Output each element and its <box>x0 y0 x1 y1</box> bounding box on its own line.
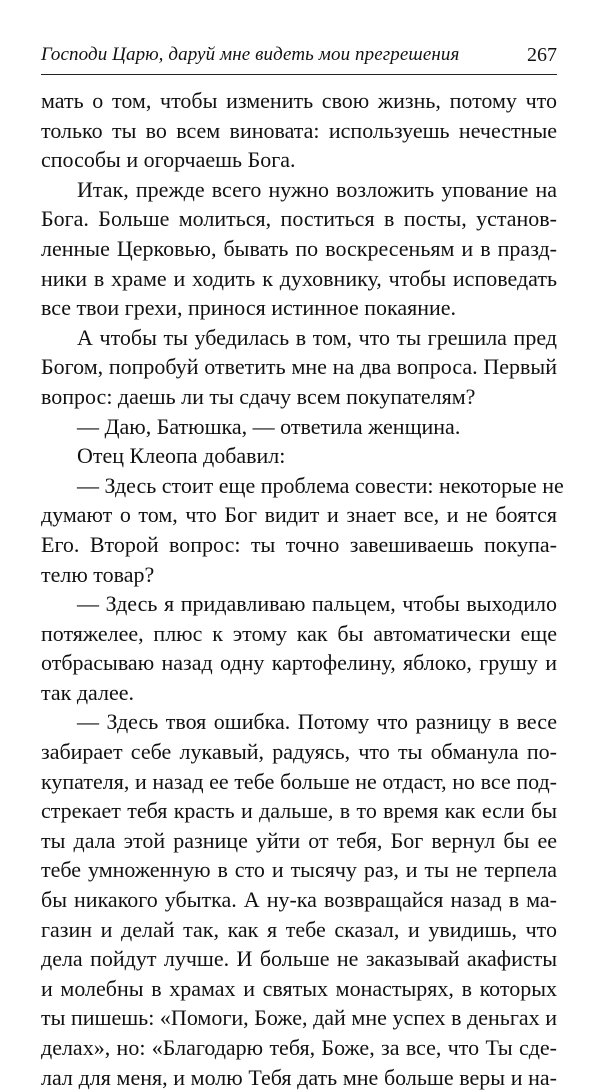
text-line: тебе умноженную в сто и тысячу раз, и ты не терпела <box>41 857 557 883</box>
text-line: телю товар? <box>41 561 155 587</box>
text-line: лал для меня, и молю Тебя дать мне больше веры и на- <box>41 1064 557 1090</box>
header-rule <box>41 74 557 75</box>
text-line: — Здесь стоит еще проблема совести: некоторые не <box>77 472 564 498</box>
text-line: газин и делай так, как я тебе сказал, и увидишь, что <box>41 916 557 942</box>
running-title: Господи Царю, даруй мне видеть мои прегрешения <box>41 44 460 65</box>
running-header <box>41 44 557 74</box>
text-line: ты пишешь: «Помоги, Боже, дай мне успех в деньгах и <box>41 1005 557 1031</box>
text-line: Бога. Больше молиться, поститься в посты, установ- <box>41 206 557 232</box>
text-line: ты дала этой разнице уйти от тебя, Бог вернул бы ее <box>41 827 557 853</box>
text-line: и молебны в храмах и святых монастырях, в которых <box>41 975 557 1001</box>
text-line: потяжелее, плюс к этому как бы автоматически еще <box>41 620 557 646</box>
text-line: делах», но: «Благодарю тебя, Боже, за все, что Ты сде- <box>41 1035 557 1060</box>
text-line: ники в храме и ходить к духовнику, чтобы исповедать <box>41 265 557 291</box>
text-line: — Здесь я придавливаю пальцем, чтобы выходило <box>77 591 557 617</box>
body-text <box>41 86 564 1090</box>
text-line: — Здесь твоя ошибка. Потому что разницу в весе <box>77 709 557 735</box>
text-line: все твои грехи, принося истинное покаяние. <box>41 295 457 321</box>
text-line: бы никакого убытка. А ну-ка возвращайся назад в ма- <box>41 887 557 913</box>
text-line: отбрасываю назад одну картофелину, яблоко, грушу и <box>41 650 557 676</box>
text-line: дела пойдут лучше. И больше не заказывай акафисты <box>41 946 557 972</box>
text-line: только ты во всем виновата: используешь нечестные <box>41 117 557 143</box>
page-number: 267 <box>527 44 557 66</box>
text-line: Его. Второй вопрос: ты точно завешиваешь покупа- <box>41 531 557 557</box>
text-line: думают о том, что Бог видит и знает все, и не боятся <box>41 502 557 528</box>
text-line: Отец Клеопа добавил: <box>77 443 286 469</box>
text-line: способы и огорчаешь Бога. <box>41 147 296 173</box>
text-line: так далее. <box>41 679 134 705</box>
text-line: мать о том, чтобы изменить свою жизнь, потому что <box>41 88 557 113</box>
text-line: ленные Церковью, бывать по воскресеньям и в празд- <box>41 235 557 261</box>
text-line: купателя, и назад ее тебе больше не отдаст, но все под- <box>41 768 557 794</box>
text-line: А чтобы ты убедилась в том, что ты грешила пред <box>77 324 557 350</box>
text-line: стрекает тебя красть и дальше, в то время как если бы <box>41 798 557 824</box>
text-line: Богом, попробуй ответить мне на два вопроса. Первый <box>41 354 557 380</box>
text-line: вопрос: даешь ли ты сдачу всем покупателям? <box>41 383 476 409</box>
text-line: — Даю, Батюшка, — ответила женщина. <box>77 413 461 439</box>
text-line: Итак, прежде всего нужно возложить упование на <box>77 176 557 202</box>
text-line: забирает себе лукавый, радуясь, что ты обманула по- <box>41 739 557 765</box>
